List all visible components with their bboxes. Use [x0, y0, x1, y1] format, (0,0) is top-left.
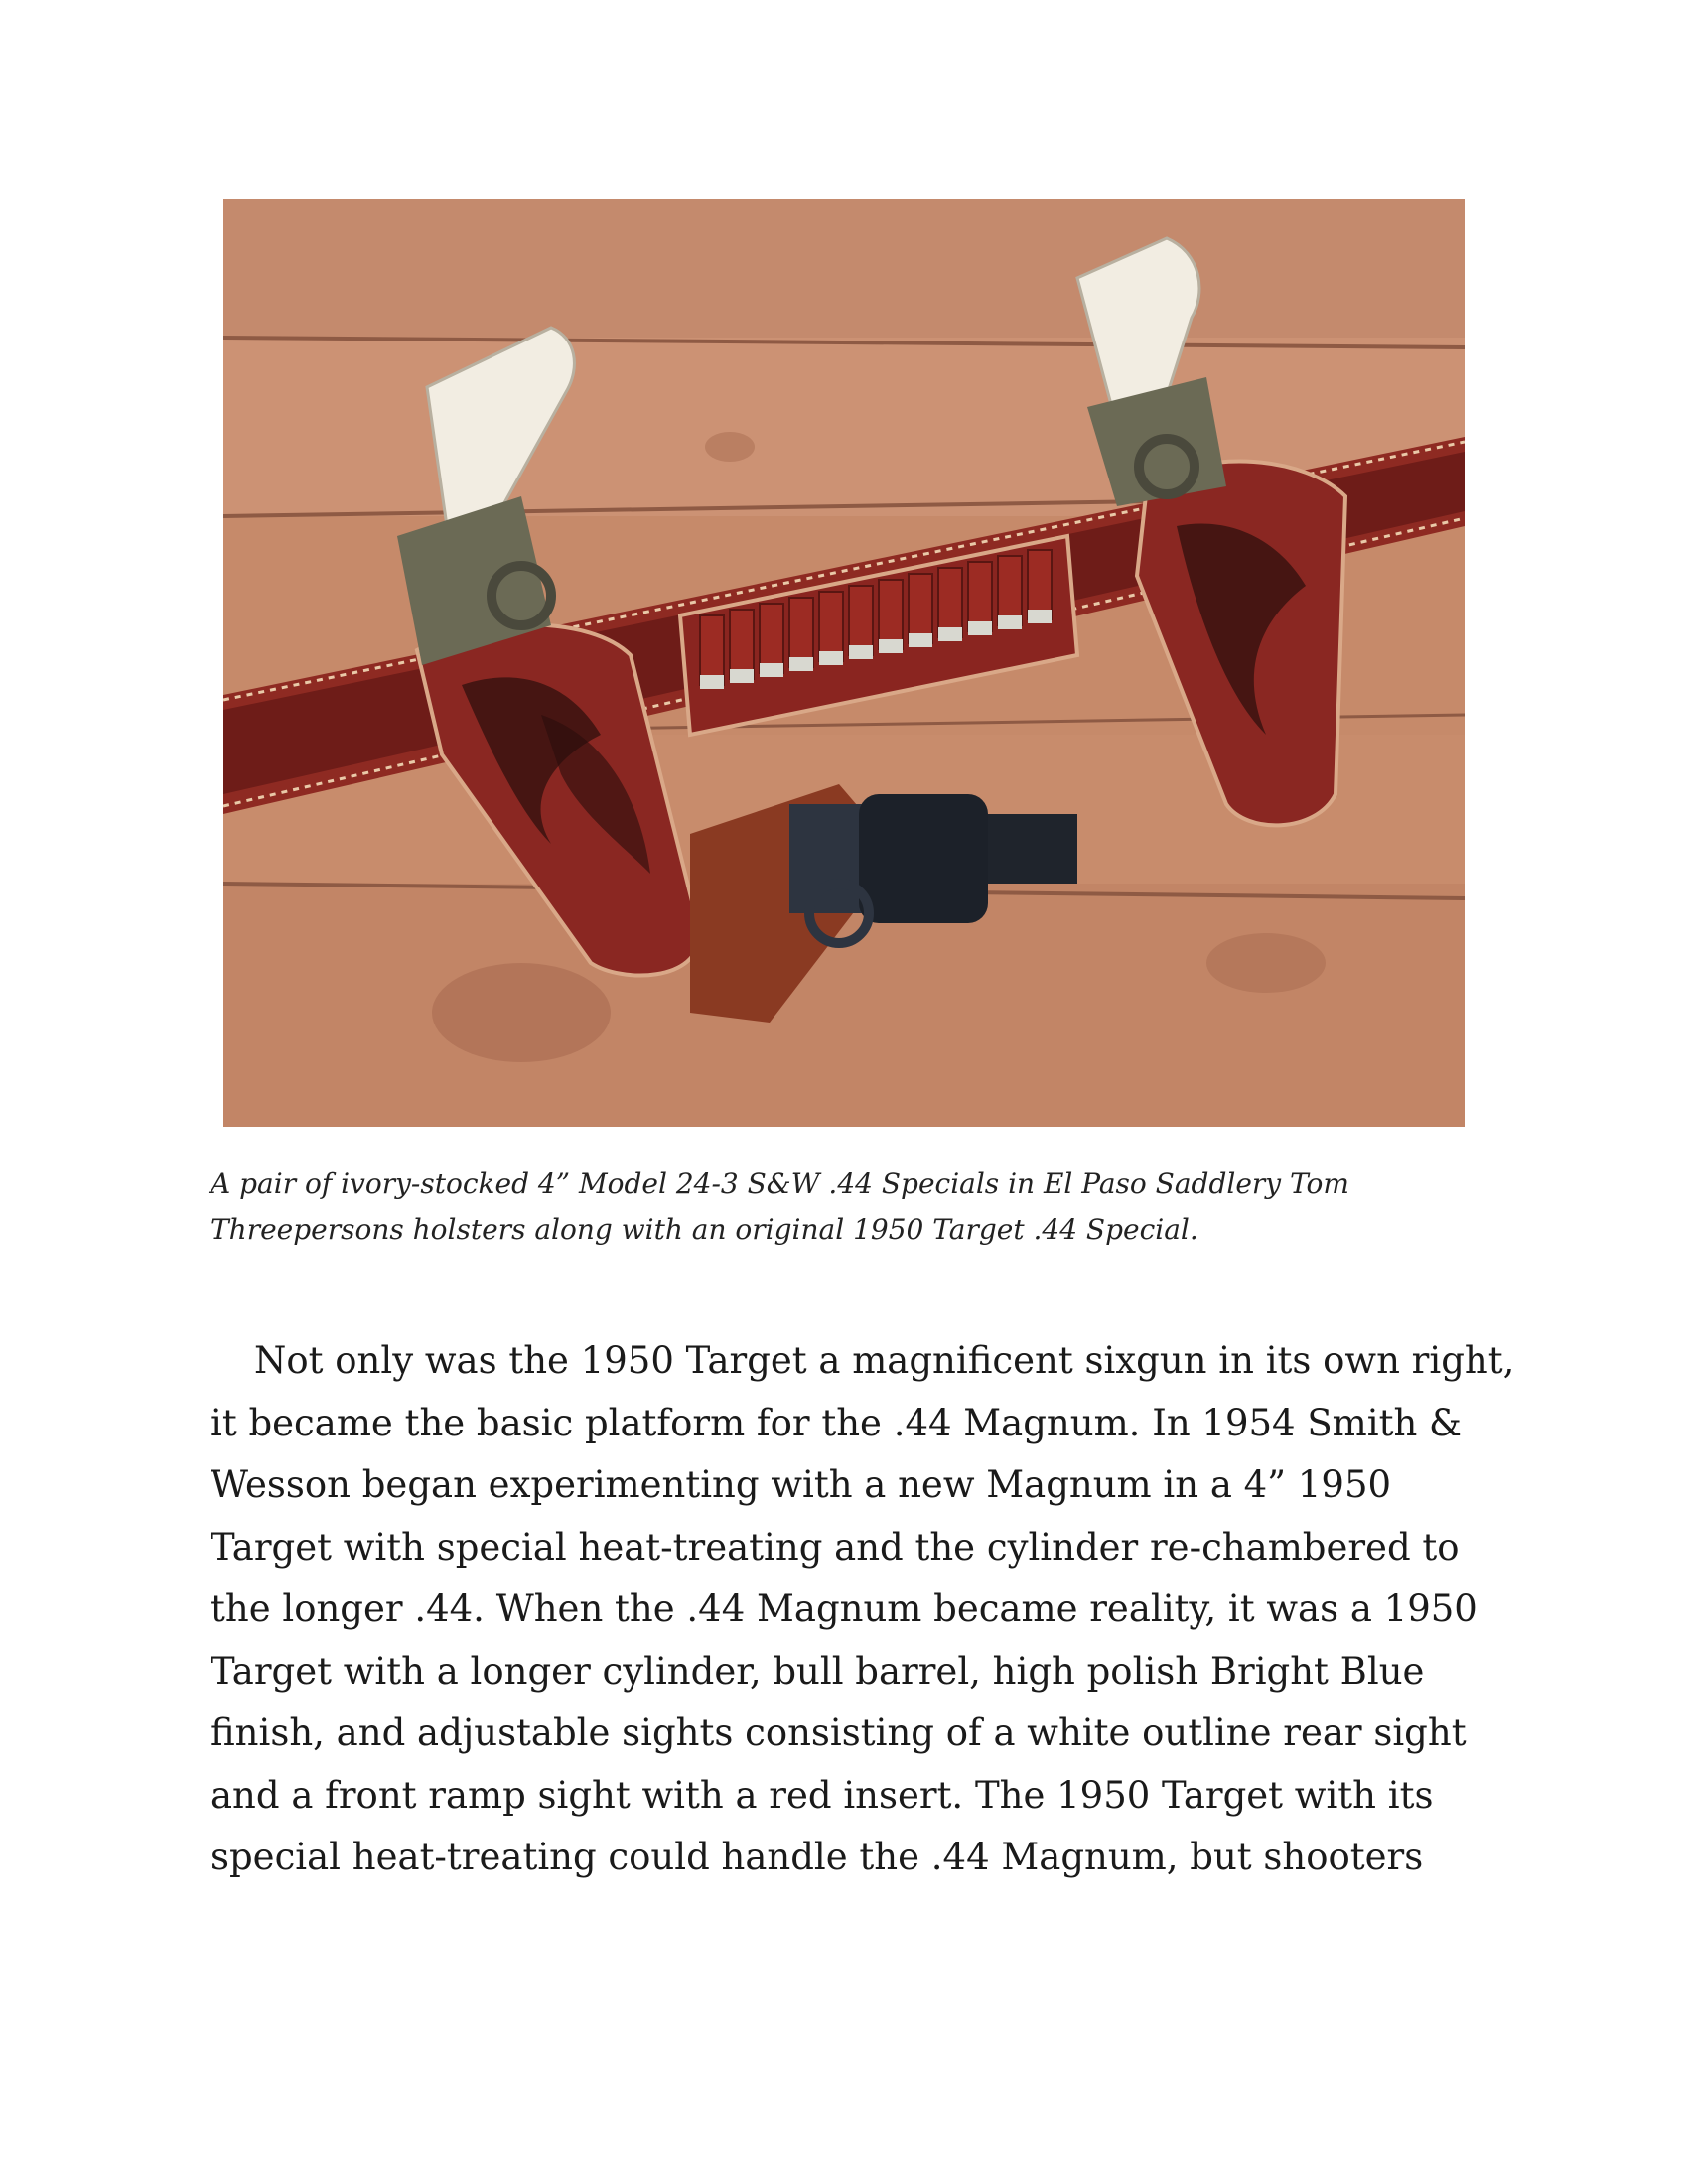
body-line: Wesson began experimenting with a new Magnum in a 4” 1950: [211, 1463, 1392, 1506]
body-line: and a front ramp sight with a red insert. The 1950 Target with its: [211, 1773, 1434, 1817]
caption-line: Threepersons holsters along with an original 1950 Target .44 Special.: [211, 1213, 1198, 1246]
body-line: Not only was the 1950 Target a magnificent sixgun in its own right,: [254, 1339, 1515, 1382]
body-paragraph: [211, 1330, 1515, 1889]
body-line: it became the basic platform for the .44 Magnum. In 1954 Smith &: [211, 1401, 1462, 1444]
body-line: special heat-treating could handle the .44 Magnum, but shooters: [211, 1836, 1424, 1878]
body-line: Target with a longer cylinder, bull barrel, high polish Bright Blue: [211, 1649, 1425, 1693]
body-line: Target with special heat-treating and the cylinder re-chambered to: [211, 1525, 1460, 1569]
photo-illustration: [223, 199, 1465, 1127]
body-line: finish, and adjustable sights consisting of a white outline rear sight: [211, 1711, 1467, 1754]
caption-line: A pair of ivory-stocked 4” Model 24-3 S&W .44 Specials in El Paso Saddlery Tom: [211, 1167, 1349, 1200]
photo-caption: [211, 1161, 1501, 1253]
body-line: the longer .44. When the .44 Magnum became reality, it was a 1950: [211, 1587, 1477, 1630]
revolvers-photo: [223, 199, 1465, 1127]
